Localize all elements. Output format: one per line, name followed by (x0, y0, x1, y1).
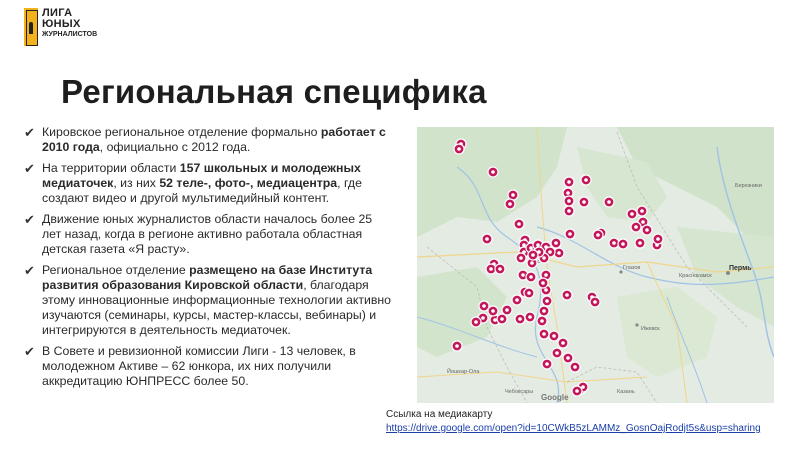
media-point-marker[interactable] (549, 331, 559, 341)
checkmark-icon: ✔ (24, 125, 35, 140)
checkmark-icon: ✔ (24, 212, 35, 227)
media-point-marker[interactable] (542, 296, 552, 306)
bullet-text: Региональное отделение (42, 263, 190, 277)
bullet-text: Кировское региональное отделение формально (42, 125, 321, 139)
bullet-text: Движение юных журналистов области началось более 25 лет назад, когда в регионе активно работала областная детская газета «Я расту». (42, 212, 373, 256)
media-point-marker[interactable] (488, 167, 498, 177)
media-point-marker[interactable] (482, 234, 492, 244)
logo-line-2: ЮНЫХ (42, 18, 81, 30)
logo-line-1: ЛИГА (42, 7, 73, 19)
media-map-link[interactable]: https://drive.google.com/open?id=10CWkB5zLAMMz_GosnOajRodjt5s&usp=sharing (386, 423, 761, 434)
checkmark-icon: ✔ (24, 161, 35, 176)
map-label-kazan: Казань (617, 389, 635, 395)
media-point-marker[interactable] (618, 239, 628, 249)
bullet-text: На территории области (42, 161, 180, 175)
liga-logo (24, 8, 120, 46)
media-point-marker[interactable] (570, 362, 580, 372)
media-point-marker[interactable] (642, 225, 652, 235)
google-attribution: Google (541, 393, 569, 402)
media-point-marker[interactable] (558, 338, 568, 348)
media-point-marker[interactable] (526, 272, 536, 282)
media-point-marker[interactable] (564, 206, 574, 216)
media-point-marker[interactable] (579, 197, 589, 207)
media-point-marker[interactable] (452, 341, 462, 351)
media-point-marker[interactable] (471, 317, 481, 327)
media-point-marker[interactable] (552, 348, 562, 358)
logo-text (42, 8, 97, 39)
map-label-yoshkar-ola: Йошкар-Ола (447, 369, 480, 375)
media-point-marker[interactable] (542, 359, 552, 369)
media-point-marker[interactable] (593, 230, 603, 240)
media-point-marker[interactable] (562, 290, 572, 300)
bullet-item (22, 125, 392, 155)
media-point-marker[interactable] (505, 199, 515, 209)
media-point-marker[interactable] (635, 238, 645, 248)
bullet-emphasis: работает с 2010 года (42, 125, 386, 154)
media-point-marker[interactable] (528, 250, 538, 260)
media-point-marker[interactable] (581, 175, 591, 185)
media-point-marker[interactable] (479, 301, 489, 311)
media-point-marker[interactable] (537, 316, 547, 326)
media-point-marker[interactable] (627, 209, 637, 219)
map-label-berezniki: Березники (735, 183, 762, 189)
media-map[interactable] (417, 127, 774, 403)
bullet-item (22, 212, 392, 257)
media-point-marker[interactable] (538, 278, 548, 288)
logo-emblem-icon (24, 8, 38, 46)
media-point-marker[interactable] (539, 306, 549, 316)
media-point-marker[interactable] (564, 196, 574, 206)
media-point-marker[interactable] (515, 314, 525, 324)
bullet-text: , где создают видео и другой мультимедийный контент. (42, 176, 362, 205)
media-point-marker[interactable] (497, 314, 507, 324)
media-point-markers (417, 127, 774, 403)
media-point-marker[interactable] (565, 229, 575, 239)
map-label-cheboksary: Чебоксары (505, 389, 534, 395)
media-point-marker[interactable] (563, 353, 573, 363)
media-point-marker[interactable] (512, 295, 522, 305)
media-point-marker[interactable] (454, 144, 464, 154)
bullet-item (22, 161, 392, 206)
media-map-link-block (386, 408, 761, 436)
media-point-marker[interactable] (551, 238, 561, 248)
bullet-text: , благодаря этому инновационные информационные технологии активно изучаются (семинары, курсы, мастер-классы, вебинары) и интегрируются в деятельность медиаточек. (42, 278, 392, 337)
media-point-marker[interactable] (564, 177, 574, 187)
bullet-list (22, 125, 392, 395)
slide-title: Региональная специфика (61, 73, 487, 110)
checkmark-icon: ✔ (24, 344, 35, 359)
media-point-marker[interactable] (488, 306, 498, 316)
media-point-marker[interactable] (495, 264, 505, 274)
map-label-glazov: Глазов (623, 265, 641, 271)
media-point-marker[interactable] (525, 312, 535, 322)
media-point-marker[interactable] (539, 329, 549, 339)
map-label-krasnokamsk: Краснокамск (679, 273, 712, 279)
media-point-marker[interactable] (502, 305, 512, 315)
checkmark-icon: ✔ (24, 263, 35, 278)
media-point-marker[interactable] (516, 253, 526, 263)
map-label-izhevsk: Ижевск (641, 326, 660, 332)
bullet-text: , официально с 2012 года. (99, 140, 251, 154)
media-point-marker[interactable] (637, 206, 647, 216)
media-point-marker[interactable] (631, 222, 641, 232)
bullet-item (22, 263, 392, 338)
link-caption: Ссылка на медиакарту (386, 409, 493, 420)
bullet-emphasis: 52 теле-, фото-, медиацентра (159, 176, 338, 190)
bullet-emphasis: 157 школьных и молодежных медиаточек (42, 161, 361, 190)
media-point-marker[interactable] (514, 219, 524, 229)
media-point-marker[interactable] (572, 386, 582, 396)
logo-line-3: ЖУРНАЛИСТОВ (42, 31, 98, 38)
media-point-marker[interactable] (604, 197, 614, 207)
media-point-marker[interactable] (653, 234, 663, 244)
media-point-marker[interactable] (524, 288, 534, 298)
bullet-item (22, 344, 392, 389)
bullet-text: В Совете и ревизионной комиссии Лиги - 13 человек, в молодежном Активе – 62 юнкора, их них получили аккредитацию ЮНПРЕСС более 50. (42, 344, 356, 388)
bullet-emphasis: размещено на базе Института развития образования Кировской области (42, 263, 373, 292)
media-point-marker[interactable] (590, 297, 600, 307)
map-label-perm: Пермь (729, 265, 752, 272)
bullet-text: , из них (113, 176, 160, 190)
